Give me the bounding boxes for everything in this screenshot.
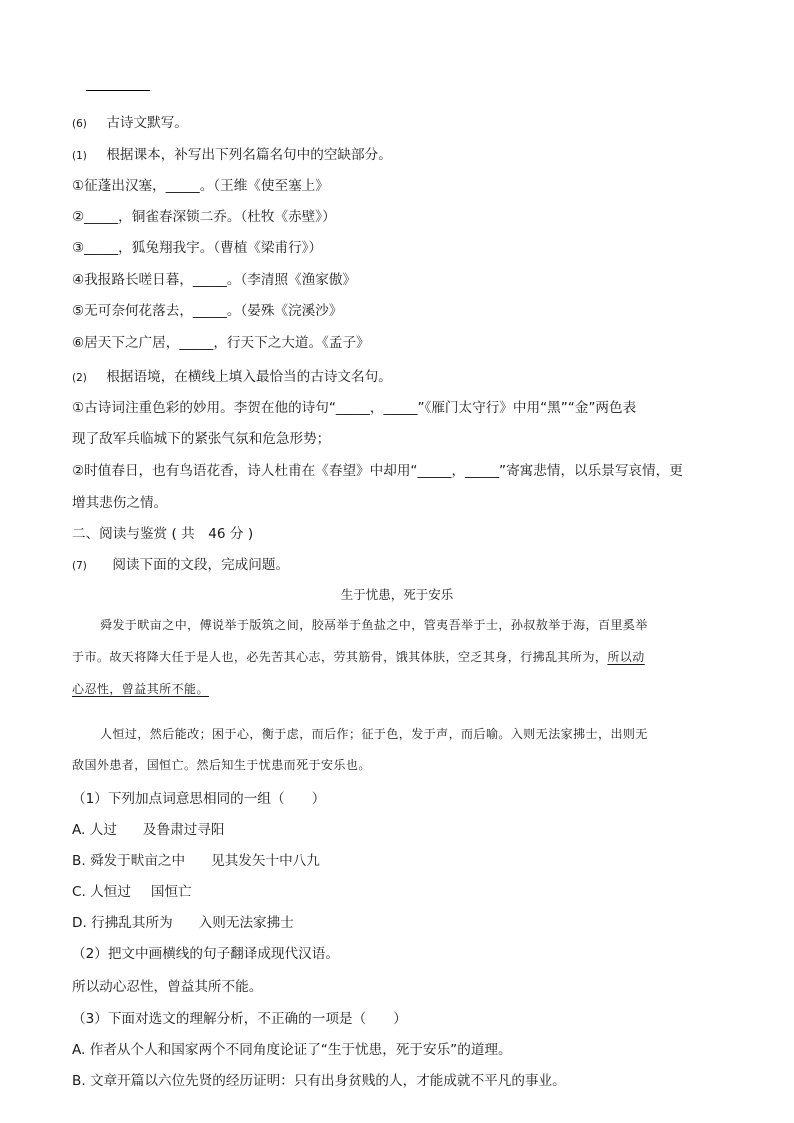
passage-title: 生于忧患，死于安乐 [340, 587, 454, 602]
q6-sub2-line-3: ②时值春日，也有鸟语花香，诗人杜甫在《春望》中却用“_____，_____”寄寓悲情，以乐景写哀情，更 [72, 463, 683, 479]
q6-sub1 [72, 143, 392, 163]
q7-1-option-d-right: 入则无法家拂士 [198, 915, 294, 931]
q7-1-option-c [72, 880, 192, 900]
q6-sub2-number: (2) [72, 372, 87, 384]
q7-1-option-d [72, 911, 294, 931]
q7-1-option-b-left: B. 舜发于畎亩之中 [72, 853, 186, 869]
passage-p1-line2 [72, 648, 717, 665]
q6-sub1-number: (1) [72, 150, 87, 162]
q7-2-sentence: 所以动心忍性，曾益其所不能。 [72, 979, 263, 995]
q6-sub2-line-2: 现了敌军兵临城下的紧张气氛和危急形势； [72, 431, 331, 447]
passage-p2-line2: 敌国外患者，国恒亡。然后知生于忧患而死于安乐也。 [72, 758, 371, 772]
section-2-title: 二、阅读与鉴赏 ( 共 46 分 ) [72, 526, 254, 542]
underlined-sentence-part2: 心忍性，曾益其所不能。 [72, 682, 209, 696]
q7-1-option-b [72, 849, 320, 869]
q7-1-stem: （1）下列加点词意思相同的一组（ ） [72, 791, 326, 807]
q6-sub2-line-1: ①古诗词注重色彩的妙用。李贺在他的诗句“_____，_____”《雁门太守行》中用“黑”“金”两色表 [72, 400, 637, 416]
passage-p1-line3 [72, 680, 717, 697]
q6-sub2 [72, 365, 392, 385]
passage-p1-line1: 舜发于畎亩之中，傅说举于版筑之间，胶鬲举于鱼盐之中，管夷吾举于士，孙叔敖举于海，百里奚举 [100, 618, 648, 632]
q7-1-option-b-right: 见其发矢十中八九 [211, 853, 320, 869]
q7-heading [72, 553, 289, 573]
q7-3-option-b: B. 文章开篇以六位先贤的经历证明：只有出身贫贱的人，才能成就不平凡的事业。 [72, 1073, 566, 1089]
q7-heading-text: 阅读下面的文段，完成问题。 [112, 557, 290, 573]
q6-sub1-item-1: ①征蓬出汉塞，_____。（王维《使至塞上》 [72, 178, 329, 194]
q7-1-option-a-right: 及鲁肃过寻阳 [142, 822, 225, 838]
q6-number: (6) [72, 118, 87, 130]
q6-sub1-item-4: ④我报路长嗟日暮，_____。（李清照《渔家傲》 [72, 272, 357, 288]
top-answer-line [86, 90, 150, 91]
passage-p1-line2-text: 于市。故天将降大任于是人也，必先苦其心志，劳其筋骨，饿其体肤，空乏其身，行拂乱其所为， [72, 650, 608, 664]
q6-sub1-item-2: ②_____，铜雀春深锁二乔。（杜牧《赤壁》） [72, 209, 336, 225]
q6-sub2-text: 根据语境，在横线上填入最恰当的古诗文名句。 [106, 369, 392, 385]
q6-sub1-text: 根据课本，补写出下列名篇名句中的空缺部分。 [106, 147, 392, 163]
q6-sub2-line-4: 增其悲伤之情。 [72, 495, 168, 511]
q7-1-option-c-left: C. 人恒过 [72, 884, 131, 900]
q6-heading-text: 古诗文默写。 [106, 115, 188, 131]
q7-1-option-a-left: A. 人过 [72, 822, 117, 838]
q6-sub1-item-5: ⑤无可奈何花落去，_____。（晏殊《浣溪沙》 [72, 303, 343, 319]
q7-number: (7) [72, 560, 87, 572]
q7-1-option-c-right: 国恒亡 [150, 884, 192, 900]
q7-1-option-a [72, 818, 224, 838]
passage-p2-line1: 人恒过，然后能改；困于心，衡于虑，而后作；征于色，发于声，而后喻。入则无法家拂士，出则无 [100, 727, 648, 741]
q7-2-stem: （2）把文中画横线的句子翻译成现代汉语。 [72, 946, 339, 962]
q7-3-option-a: A. 作者从个人和国家两个不同角度论证了“生于忧患，死于安乐”的道理。 [72, 1042, 512, 1058]
q7-3-stem: （3）下面对选文的理解分析，不正确的一项是（ ） [72, 1011, 407, 1027]
underlined-sentence-part1: 所以动 [607, 650, 645, 664]
q6-heading [72, 111, 188, 131]
q6-sub1-item-3: ③_____，狐兔翔我宇。（曹植《梁甫行》） [72, 240, 323, 256]
q7-1-option-d-left: D. 行拂乱其所为 [72, 915, 173, 931]
q6-sub1-item-6: ⑥居天下之广居，_____，行天下之大道。《孟子》 [72, 335, 370, 351]
